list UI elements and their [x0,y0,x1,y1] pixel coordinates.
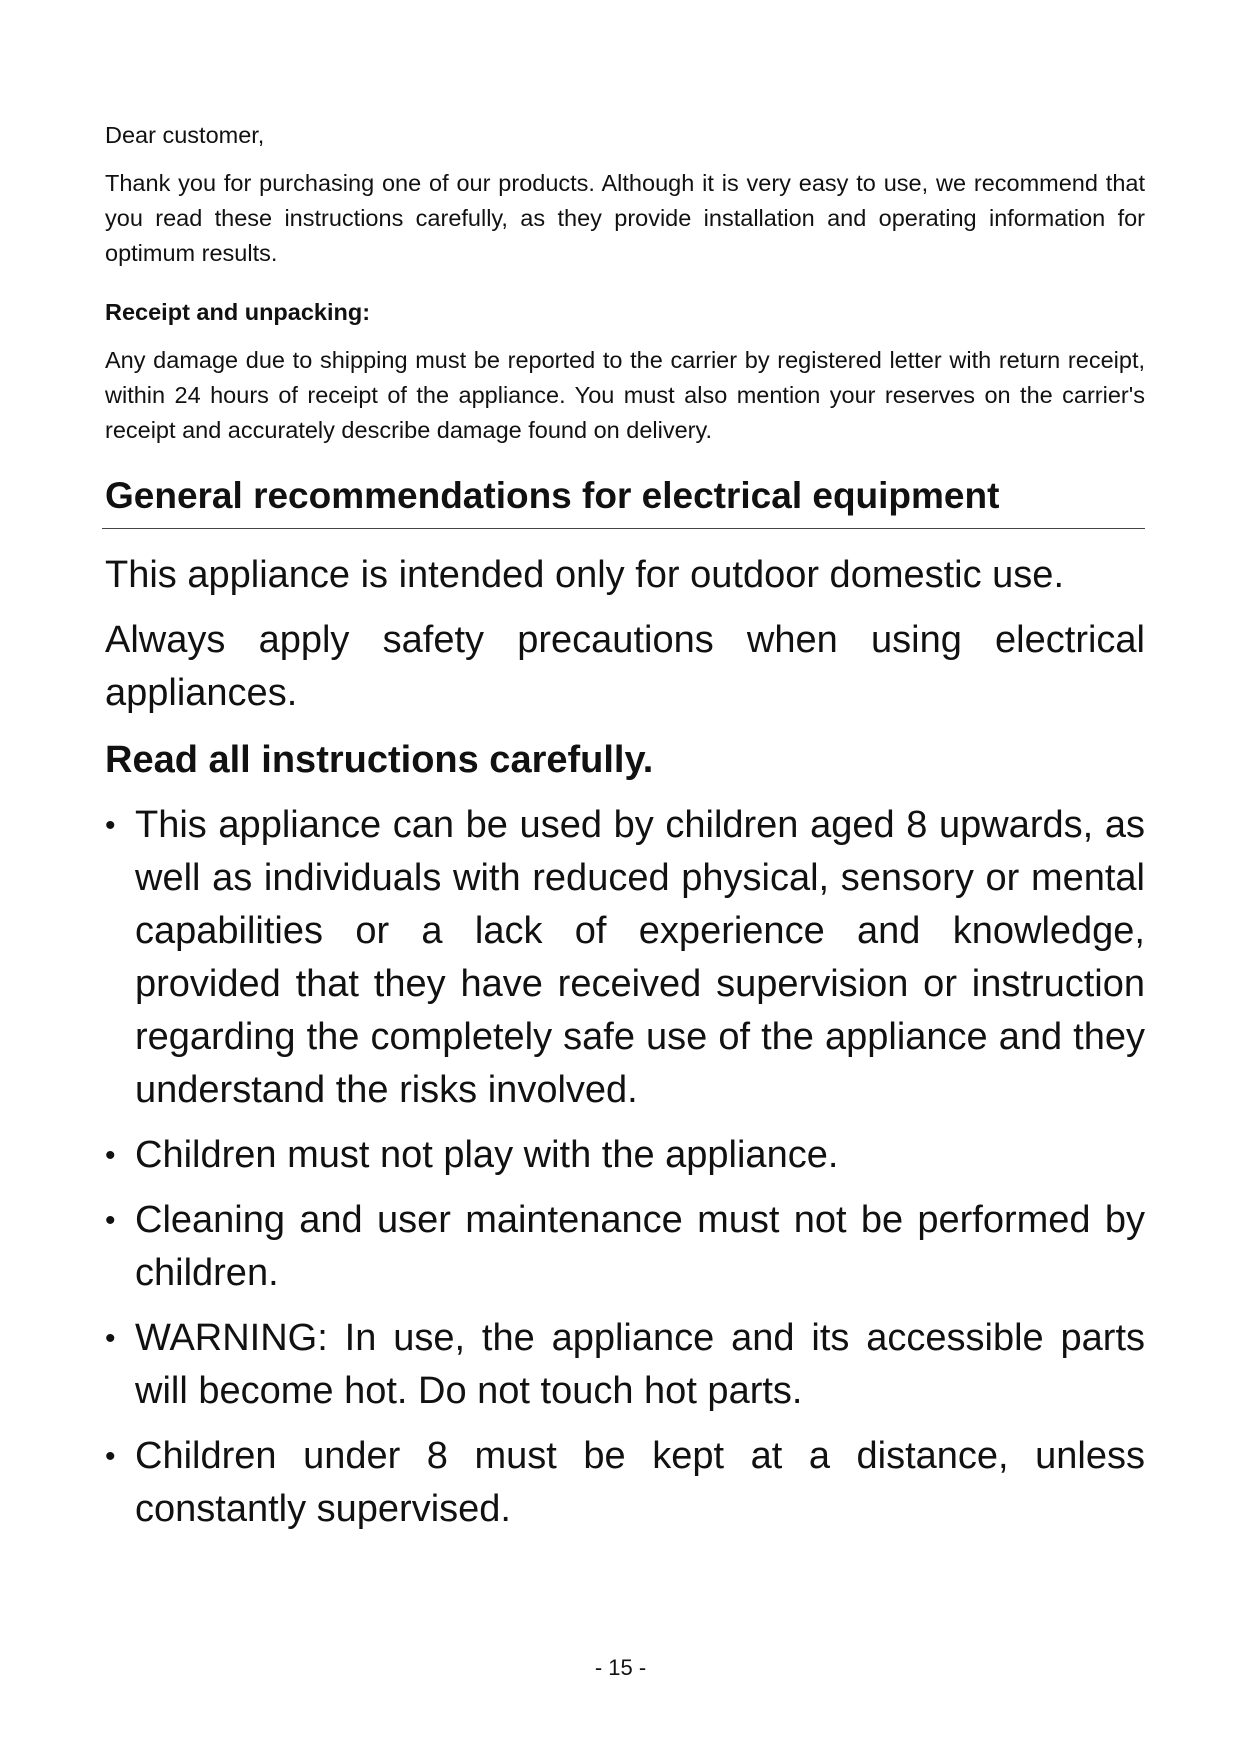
bullet-icon: • [105,809,116,842]
list-item [105,1129,1145,1182]
list-item [105,799,1145,1117]
list-item-text: WARNING: In use, the appliance and its accessible parts will become hot. Do not touch hot parts. [135,1317,1145,1412]
read-all-heading: Read all instructions carefully. [105,739,654,781]
list-item-text: Children under 8 must be kept at a distance, unless constantly supervised. [135,1435,1145,1530]
list-item-text: Cleaning and user maintenance must not be performed by children. [135,1199,1145,1294]
intro-paragraph: Thank you for purchasing one of our products. Although it is very easy to use, we recommend that you read these instructions carefully, as they provide installation and operating information for optimum results. [105,170,1145,266]
bullet-icon: • [105,1204,116,1237]
salutation: Dear customer, [105,122,265,148]
list-item-text: This appliance can be used by children aged 8 upwards, as well as individuals with reduced physical, sensory or mental capabilities or a lack of experience and knowledge, provided that they have received supervision or instruction regarding the completely safe use of the appliance and they understand the risks involved. [135,804,1145,1111]
section-title: General recommendations for electrical equipment [102,474,1145,529]
receipt-heading: Receipt and unpacking: [105,299,371,325]
list-item [105,1312,1145,1418]
bullet-icon: • [105,1440,116,1473]
receipt-paragraph: Any damage due to shipping must be reported to the carrier by registered letter with return receipt, within 24 hours of receipt of the appliance. You must also mention your reserves on the carrier's receipt and accurately describe damage found on delivery. [105,347,1145,443]
bullet-icon: • [105,1322,116,1355]
manual-page [105,118,1145,1548]
list-item [105,1194,1145,1300]
precautions-text: Always apply safety precautions when using electrical appliances. [105,619,1145,714]
bullet-icon: • [105,1139,116,1172]
list-item [105,1430,1145,1536]
page-number: - 15 - [594,1655,647,1680]
list-item-text: Children must not play with the appliance. [135,1134,839,1176]
safety-list [105,799,1145,1536]
intended-use-text: This appliance is intended only for outdoor domestic use. [105,554,1064,596]
